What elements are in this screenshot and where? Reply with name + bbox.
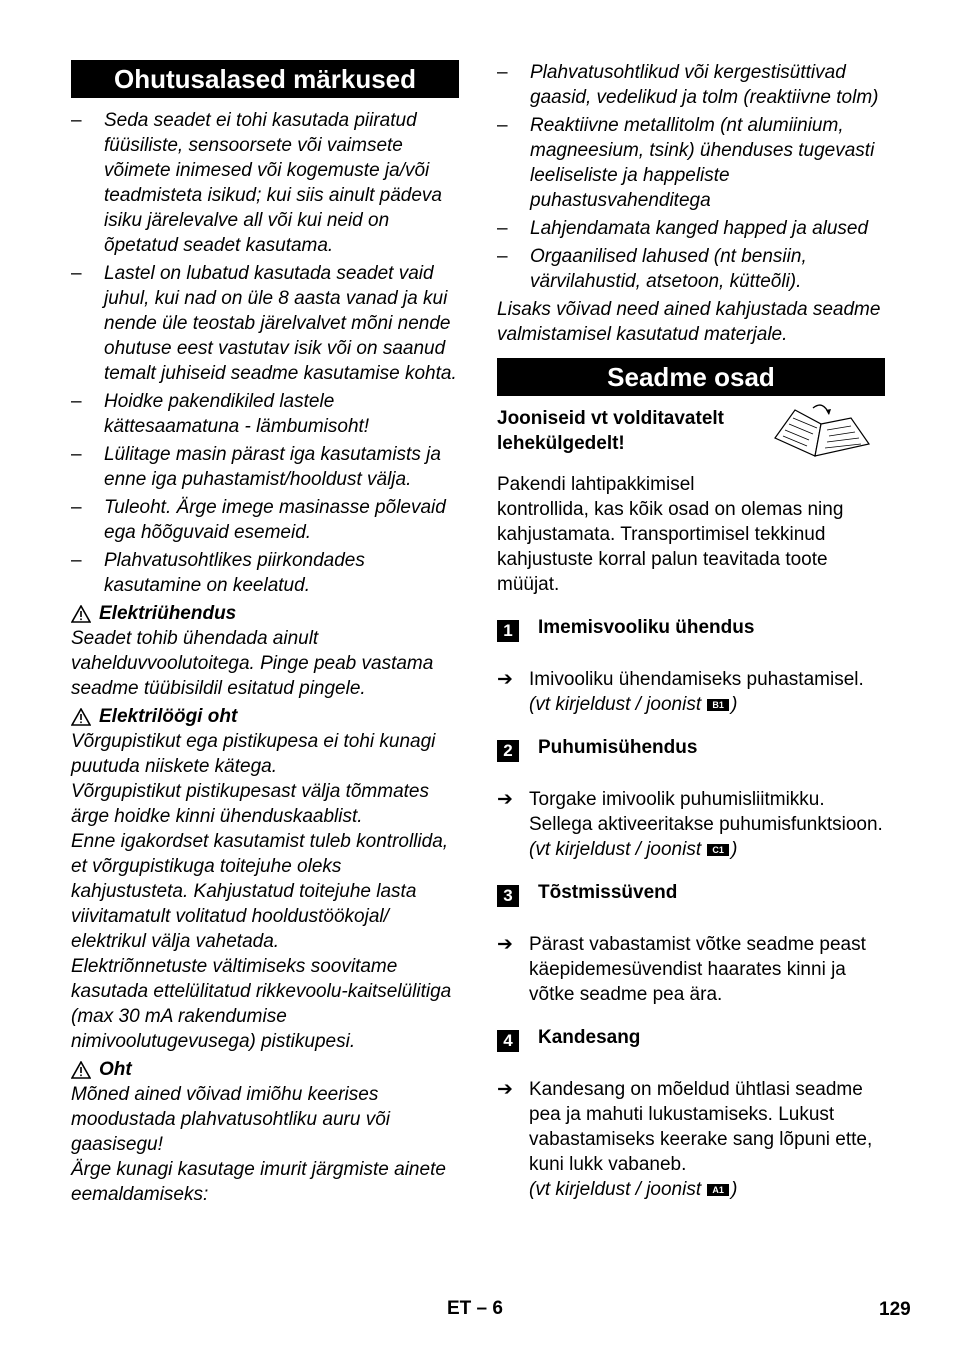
part-number-badge: 2 bbox=[497, 740, 519, 762]
part-number-badge: 1 bbox=[497, 620, 519, 642]
warning-triangle-icon bbox=[71, 1061, 91, 1079]
right-column bbox=[497, 60, 885, 1202]
open-book-icon bbox=[771, 400, 871, 466]
electric-shock-heading: Elektrilöögi oht bbox=[71, 704, 459, 729]
device-parts-title: Seadme osad bbox=[497, 358, 885, 396]
unpacking-text: Pakendi lahtipakkimisel kontrollida, kas kõik osad on olemas ning kahjustamata. Transportimisel tekkinud kahjustuste korral palun teavitada toote müüjat. bbox=[497, 474, 844, 595]
part-item bbox=[497, 1025, 885, 1202]
part-title: Imemisvooliku ühendus bbox=[538, 617, 755, 638]
list-item: – Reaktiivne metallitolm (nt alumiinium, magneesium, tsink) ühenduses tugevasti leeliseliste ja happeliste puhastusvahenditega bbox=[497, 115, 875, 211]
safety-list bbox=[71, 108, 459, 598]
electrical-connection-heading: Elektriühendus bbox=[71, 601, 459, 626]
list-item: – Seda seadet ei tohi kasutada piiratud füüsiliste, sensoorsete või vaimsete võimete inimesed või kogemuste ja/või teadmisteta isikud; kui siis ainult pädeva isiku järelevalve all või kui neid on õpetatud seadet kasutama. bbox=[71, 110, 442, 256]
part-title: Tõstmissüvend bbox=[538, 882, 678, 903]
shock-paragraph: Enne igakordset kasutamist tuleb kontrollida, et võrgupistikuga toitejuhe oleks kahjustusteta. Kahjustatud toitejuhe lasta viivitamatult volitatud hooldustöökojal/ elektrikul välja vahetada. bbox=[71, 831, 449, 952]
part-text: Imivooliku ühendamiseks puhastamisel. bbox=[529, 669, 864, 690]
see-figures-note: Jooniseid vt volditavatelt lehekülgedelt! bbox=[497, 406, 885, 472]
figure-reference: (vt kirjeldust / joonist A1 ) bbox=[529, 1179, 738, 1200]
arrow-icon: ➔ bbox=[497, 934, 513, 955]
part-item bbox=[497, 615, 885, 717]
electrical-connection-text: Seadet tohib ühendada ainult vahelduvvoolutoitega. Pinge peab vastama seadme tüübisildil esitatud pingele. bbox=[71, 628, 434, 699]
shock-paragraph: Võrgupistikut pistikupesast välja tõmmates ärge hoidke kinni ühenduskaablist. bbox=[71, 781, 429, 827]
figure-tag: A1 bbox=[707, 1184, 729, 1196]
left-column bbox=[71, 60, 459, 1207]
part-title: Kandesang bbox=[538, 1027, 641, 1048]
list-item: – Plahvatusohtlikes piirkondades kasutamine on keelatud. bbox=[71, 550, 365, 596]
list-item: – Lülitage masin pärast iga kasutamists ja enne iga puhastamist/hooldust välja. bbox=[71, 444, 441, 490]
part-text: Pärast vabastamist võtke seadme peast käepidemesüvendist haarates kinni ja võtke seadme pea ära. bbox=[529, 934, 866, 1005]
shock-paragraph: Elektriõnnetuste vältimiseks soovitame kasutada ettelülitatud rikkevoolu-kaitselülitiga (max 30 mA rakendumise nimivoolutugevusega) pistikupesi. bbox=[71, 956, 452, 1052]
warning-triangle-icon bbox=[71, 708, 91, 726]
figure-tag: C1 bbox=[707, 844, 729, 856]
danger-heading: Oht bbox=[71, 1057, 459, 1082]
list-item: – Lastel on lubatud kasutada seadet vaid juhul, kui nad on üle 8 aasta vanad ja kui nende üle teostab järelvalvet mõni nende ohutuse eest vastutav isik või on saanud temalt juhiseid seadme kasutamise kohta. bbox=[71, 263, 457, 384]
part-number-badge: 3 bbox=[497, 885, 519, 907]
figure-tag: B1 bbox=[707, 699, 729, 711]
arrow-icon: ➔ bbox=[497, 789, 513, 810]
shock-paragraph: Võrgupistikut ega pistikupesa ei tohi kunagi puutuda niiskete kätega. bbox=[71, 731, 436, 777]
figure-reference: (vt kirjeldust / joonist C1 ) bbox=[529, 839, 738, 860]
danger-paragraph: Mõned ained võivad imiõhu keerises moodustada plahvatusohtliku auru või gaasisegu! bbox=[71, 1084, 390, 1155]
list-item: – Orgaanilised lahused (nt bensiin, värvilahustid, atsetoon, kütteõli). bbox=[497, 246, 807, 292]
part-text: Torgake imivoolik puhumisliitmikku. Sellega aktiveeritakse puhumisfunktsioon. bbox=[529, 789, 883, 835]
list-item: – Tuleoht. Ärge imege masinasse põlevaid ega hõõguvaid esemeid. bbox=[71, 497, 446, 543]
arrow-icon: ➔ bbox=[497, 1079, 513, 1100]
part-item bbox=[497, 880, 885, 1007]
figure-reference: (vt kirjeldust / joonist B1 ) bbox=[529, 694, 738, 715]
safety-section-title: Ohutusalased märkused bbox=[71, 60, 459, 98]
list-item: – Lahjendamata kanged happed ja alused bbox=[497, 218, 869, 239]
page-number: 129 bbox=[879, 1299, 911, 1320]
part-number-badge: 4 bbox=[497, 1030, 519, 1052]
list-item: – Plahvatusohtlikud või kergestisüttivad gaasid, vedelikud ja tolm (reaktiivne tolm) bbox=[497, 62, 879, 108]
additional-damage-text: Lisaks võivad need ained kahjustada seadme valmistamisel kasutatud materjale. bbox=[497, 299, 881, 345]
footer-language-page: ET – 6 bbox=[447, 1298, 503, 1319]
list-item: – Hoidke pakendikiled lastele kättesaamatuna - lämbumisoht! bbox=[71, 391, 370, 437]
part-text: Kandesang on mõeldud ühtlasi seadme pea ja mahuti lukustamiseks. Lukust vabastamiseks keerake sang lõpuni ette, kuni lukk vabaneb. bbox=[529, 1079, 873, 1175]
warning-triangle-icon bbox=[71, 605, 91, 623]
substances-list bbox=[497, 60, 885, 294]
arrow-icon: ➔ bbox=[497, 669, 513, 690]
part-item bbox=[497, 735, 885, 862]
danger-paragraph: Ärge kunagi kasutage imurit järgmiste ainete eemaldamiseks: bbox=[71, 1159, 446, 1205]
part-title: Puhumisühendus bbox=[538, 737, 698, 758]
